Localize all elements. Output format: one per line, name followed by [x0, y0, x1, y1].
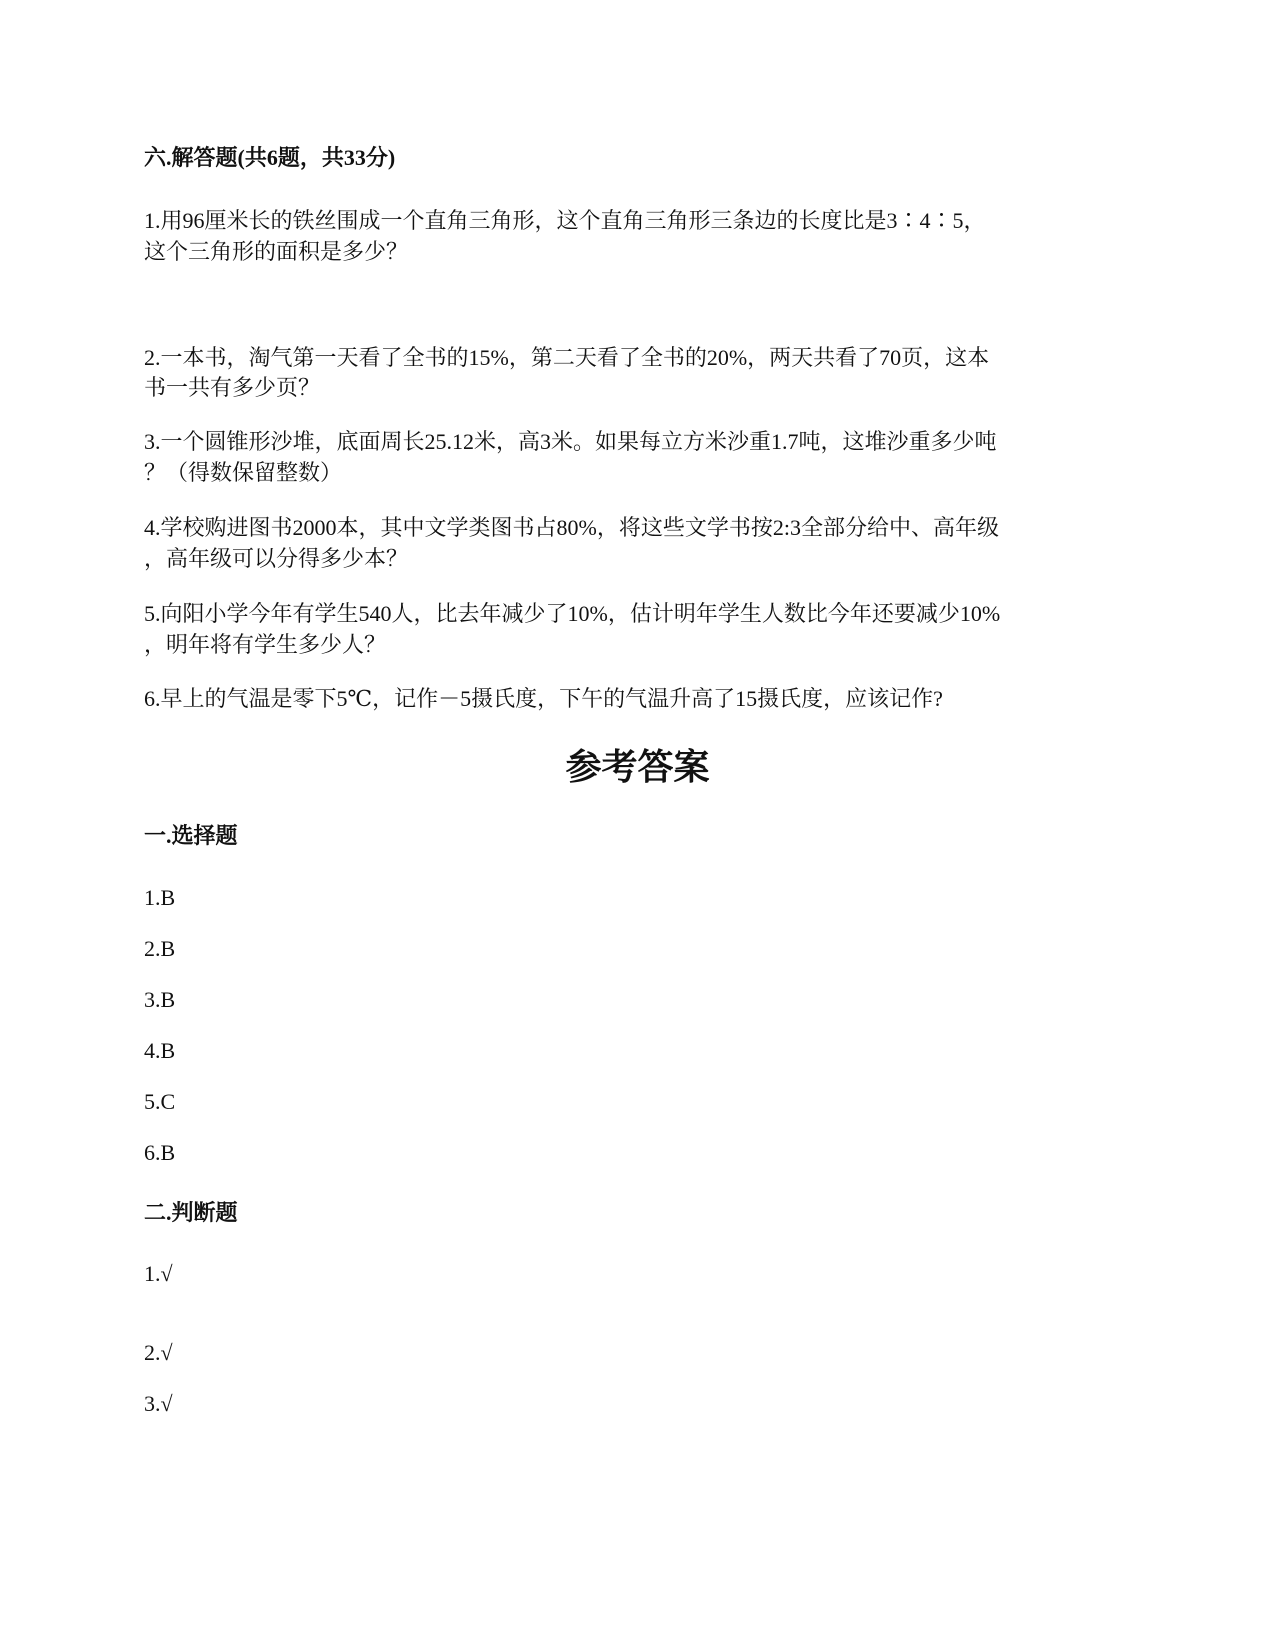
question-line: 1.用96厘米长的铁丝围成一个直角三角形，这个直角三角形三条边的长度比是3∶4∶5，	[144, 208, 986, 233]
answer-item: 1.B	[144, 885, 176, 910]
answers-title: 参考答案	[565, 747, 710, 787]
answer-item: 2.B	[144, 936, 176, 961]
question-line: 4.学校购进图书2000本，其中文学类图书占80%，将这些文学书按2:3全部分给中、高年级	[144, 515, 999, 540]
answer-item: 3.B	[144, 987, 176, 1012]
answer-item: 1.√	[144, 1261, 173, 1286]
answer-item: 5.C	[144, 1089, 176, 1114]
question-line: 这个三角形的面积是多少？	[144, 239, 409, 264]
answer-item: 2.√	[144, 1340, 173, 1365]
question-line: 书一共有多少页？	[144, 375, 321, 400]
question-line: 2.一本书，淘气第一天看了全书的15%，第二天看了全书的20%，两天共看了70页，这本	[144, 345, 990, 370]
answer-item: 4.B	[144, 1038, 176, 1063]
question-line: 5.向阳小学今年有学生540人，比去年减少了10%，估计明年学生人数比今年还要减少10%	[144, 601, 1001, 626]
section6-heading: 六.解答题(共6题，共33分)	[144, 145, 396, 170]
part2-heading: 二.判断题	[144, 1200, 238, 1225]
part1-heading: 一.选择题	[144, 823, 238, 848]
question-line: 6.早上的气温是零下5℃，记作－5摄氏度，下午的气温升高了15摄氏度，应该记作?	[144, 686, 943, 711]
answer-item: 3.√	[144, 1391, 173, 1416]
question-line: 3.一个圆锥形沙堆，底面周长25.12米，高3米。如果每立方米沙重1.7吨，这堆沙重多少吨	[144, 429, 997, 454]
question-line: ，高年级可以分得多少本？	[144, 546, 409, 571]
question-line: ？（得数保留整数）	[144, 460, 343, 485]
answer-item: 6.B	[144, 1140, 176, 1165]
question-line: ，明年将有学生多少人？	[144, 632, 387, 657]
